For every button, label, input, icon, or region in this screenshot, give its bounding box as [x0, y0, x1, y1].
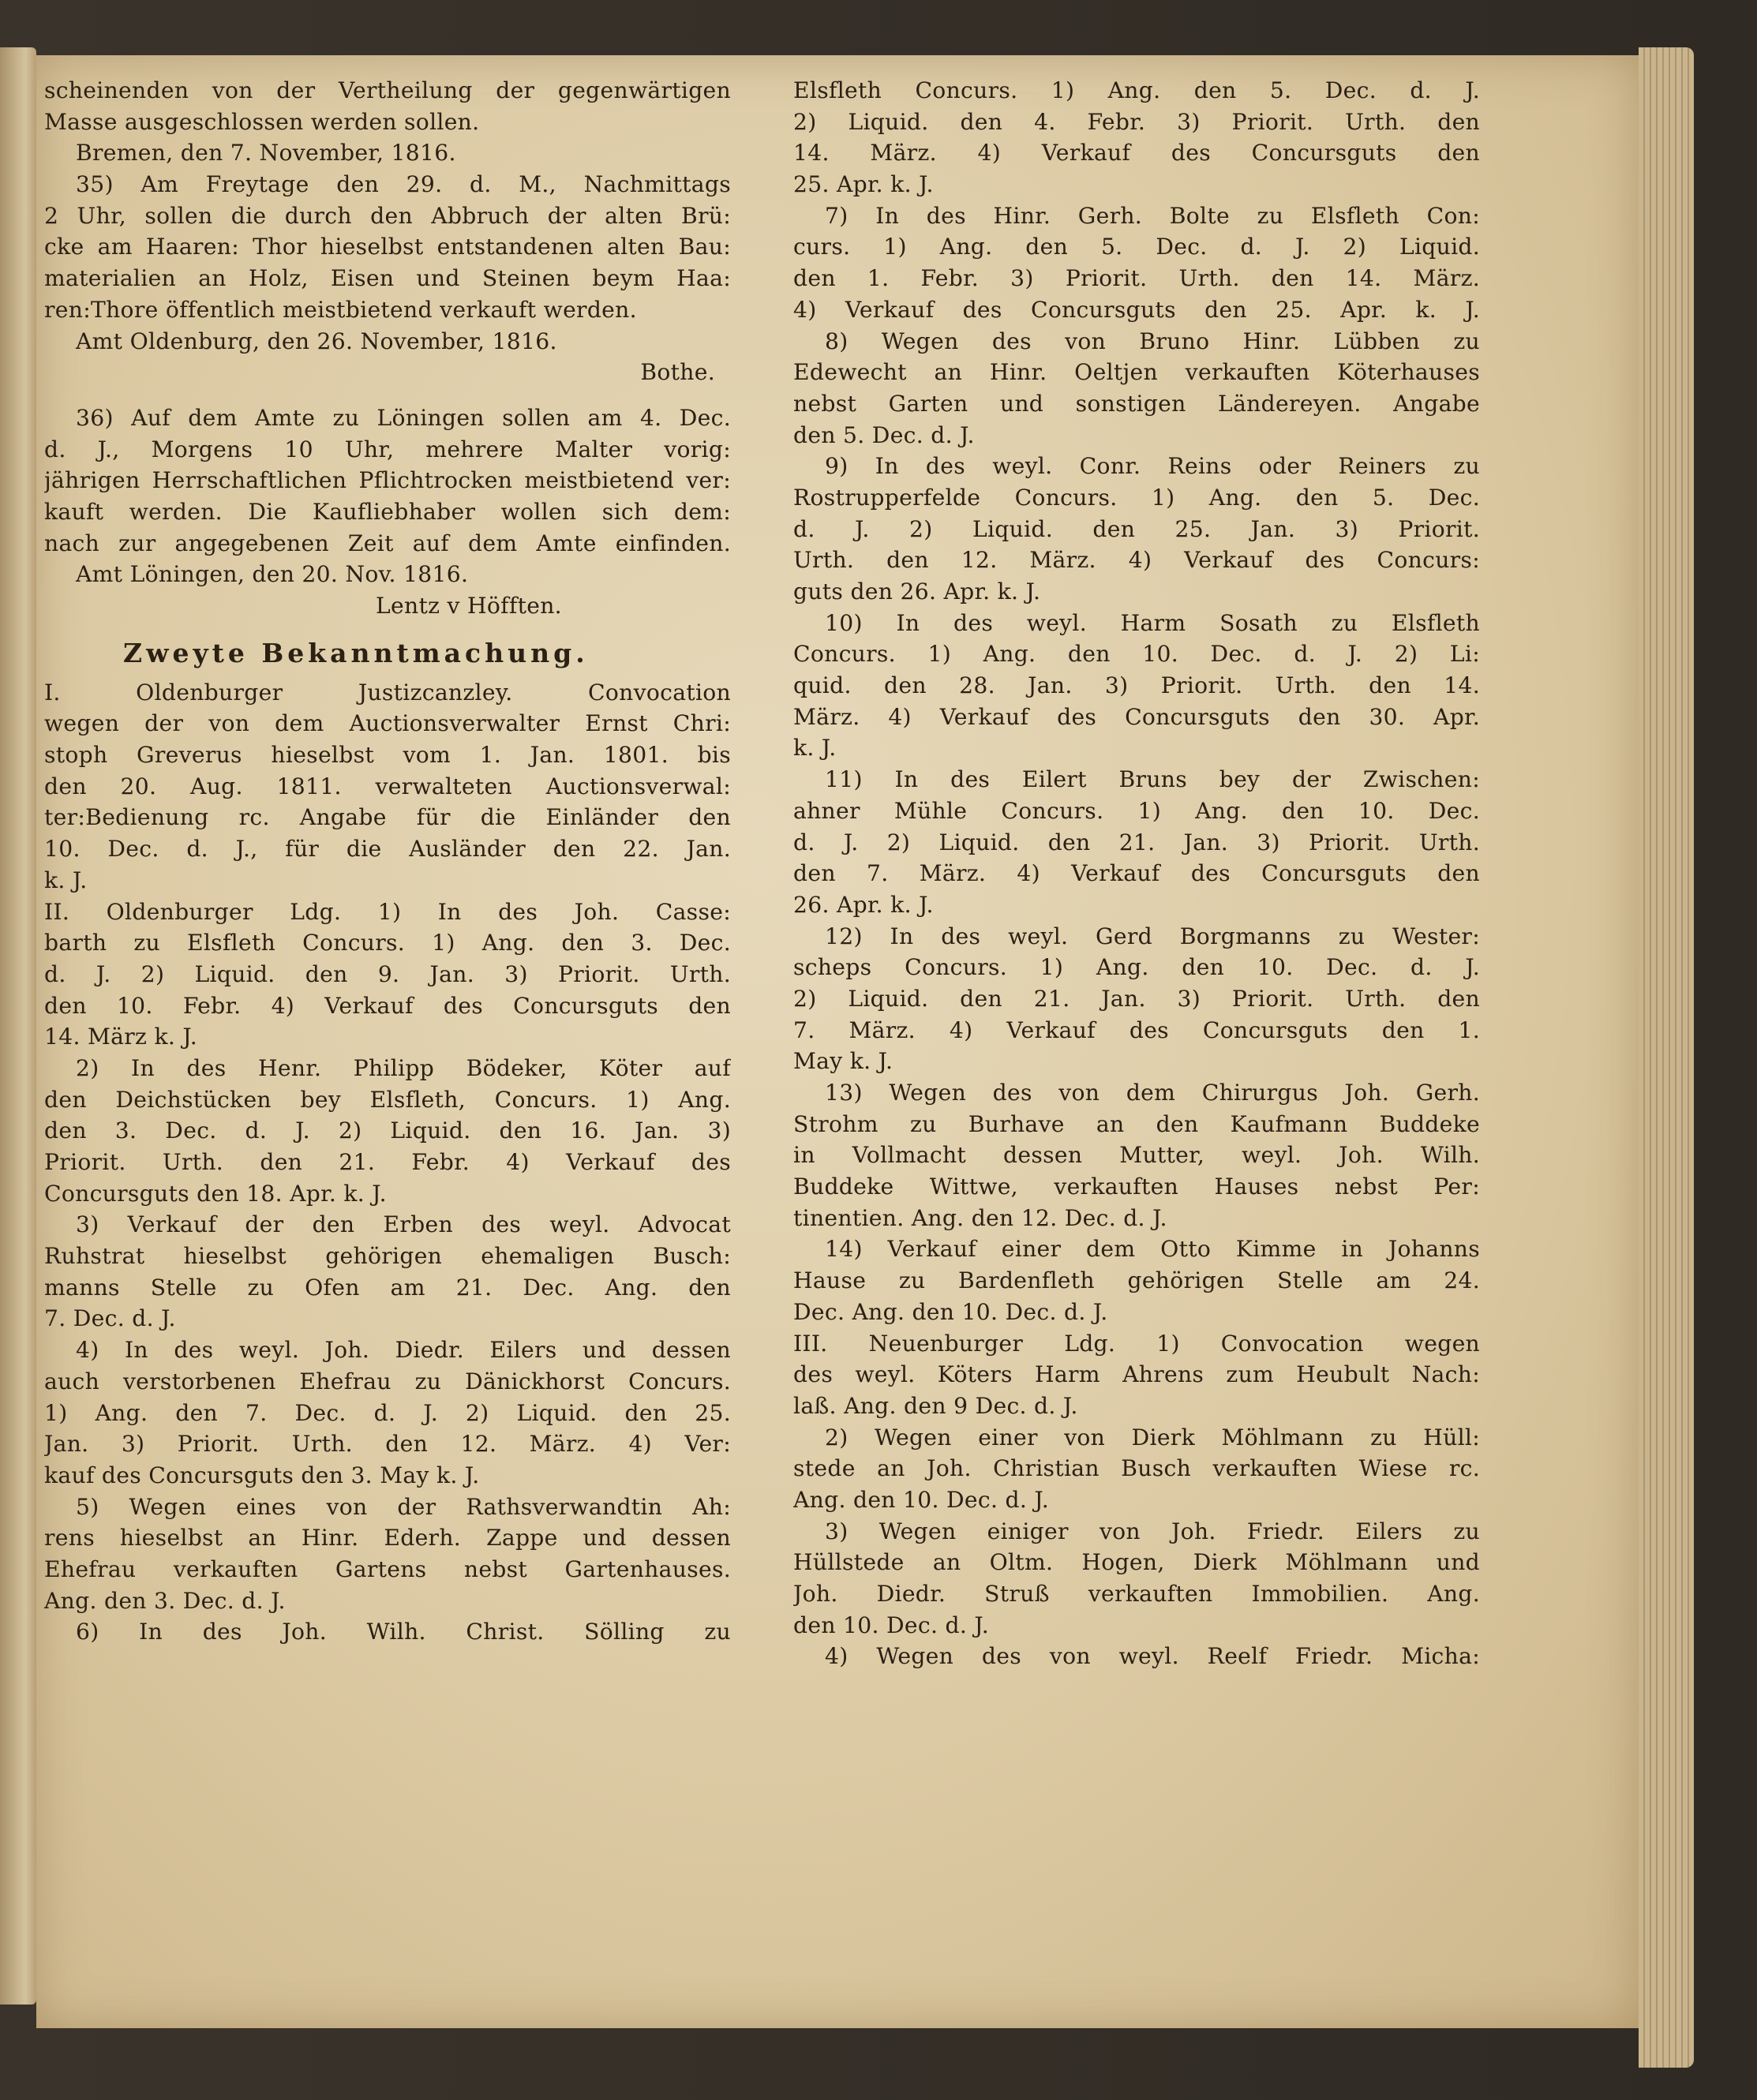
text-line: Ang. den 3. Dec. d. J.: [44, 1587, 286, 1614]
text-line: 7) In des Hinr. Gerh. Bolte zu Elsfleth Con:: [825, 202, 1480, 229]
text-line: scheps Concurs. 1) Ang. den 10. Dec. d. J.: [793, 954, 1480, 981]
text-line: Buddeke Wittwe, verkauften Hauses nebst Per:: [793, 1174, 1480, 1200]
text-line: 2) Liquid. den 4. Febr. 3) Priorit. Urth. den: [793, 108, 1480, 135]
text-line: k. J.: [44, 867, 88, 893]
signature-line: Lentz v Höfften.: [376, 593, 562, 619]
text-line: den 7. März. 4) Verkauf des Concursguts den: [793, 860, 1480, 887]
text-line: rens hieselbst an Hinr. Ederh. Zappe und dessen: [44, 1525, 731, 1552]
text-line: Dec. Ang. den 10. Dec. d. J.: [793, 1298, 1108, 1325]
text-line: guts den 26. Apr. k. J.: [793, 578, 1041, 605]
text-line: cke am Haaren: Thor hieselbst entstandenen alten Bau:: [44, 234, 731, 260]
text-line: Ruhstrat hieselbst gehörigen ehemaligen Busch:: [44, 1243, 731, 1270]
text-line: 11) In des Eilert Bruns bey der Zwischen:: [825, 766, 1480, 793]
text-line: Ang. den 10. Dec. d. J.: [793, 1486, 1050, 1513]
text-line: Bremen, den 7. November, 1816.: [76, 140, 456, 167]
text-line: 3) Verkauf der den Erben des weyl. Advocat: [76, 1211, 731, 1238]
text-line: 2 Uhr, sollen die durch den Abbruch der alten Brü:: [44, 202, 731, 229]
text-line: d. J. 2) Liquid. den 21. Jan. 3) Priorit. Urth.: [793, 829, 1480, 855]
text-line: tinentien. Ang. den 12. Dec. d. J.: [793, 1204, 1167, 1231]
text-line: d. J. 2) Liquid. den 9. Jan. 3) Priorit. Urth.: [44, 960, 731, 987]
text-line: nebst Garten und sonstigen Ländereyen. Angabe: [793, 390, 1480, 417]
text-line: den 10. Dec. d. J.: [793, 1611, 990, 1638]
text-line: barth zu Elsfleth Concurs. 1) Ang. den 3. Dec.: [44, 930, 731, 956]
text-line: Priorit. Urth. den 21. Febr. 4) Verkauf des: [44, 1149, 731, 1175]
text-line: 9) In des weyl. Conr. Reins oder Reiners zu: [825, 453, 1480, 480]
text-line: März. 4) Verkauf des Concursguts den 30. Apr.: [793, 703, 1480, 730]
text-line: 12) In des weyl. Gerd Borgmanns zu Wester:: [825, 923, 1480, 949]
text-line: 5) Wegen eines von der Rathsverwandtin Ah:: [76, 1493, 731, 1520]
text-line: Concursguts den 18. Apr. k. J.: [44, 1180, 387, 1207]
signature-line: Bothe.: [640, 359, 715, 386]
text-line: Rostrupperfelde Concurs. 1) Ang. den 5. Dec.: [793, 484, 1480, 511]
text-line: manns Stelle zu Ofen am 21. Dec. Ang. den: [44, 1274, 731, 1301]
text-line: Hause zu Bardenfleth gehörigen Stelle am 24.: [793, 1267, 1480, 1294]
text-line: wegen der von dem Auctionsverwalter Ernst Chri:: [44, 710, 731, 737]
text-line: den 10. Febr. 4) Verkauf des Concursguts den: [44, 992, 731, 1019]
text-line: den 1. Febr. 3) Priorit. Urth. den 14. März.: [793, 265, 1480, 292]
text-line: auch verstorbenen Ehefrau zu Dänickhorst Concurs.: [44, 1368, 731, 1394]
text-line: 2) In des Henr. Philipp Bödeker, Köter auf: [76, 1054, 731, 1081]
text-line: materialien an Holz, Eisen und Steinen beym Haa:: [44, 265, 731, 292]
text-line: 14) Verkauf einer dem Otto Kimme in Johanns: [825, 1236, 1480, 1263]
text-line: ren:Thore öffentlich meistbietend verkauft werden.: [44, 296, 637, 323]
left-page-edge: [0, 47, 36, 2005]
text-line: scheinenden von der Vertheilung der gegenwärtigen: [44, 77, 731, 103]
text-line: Ehefrau verkauften Gartens nebst Gartenhauses.: [44, 1555, 731, 1582]
text-line: I. Oldenburger Justizcanzley. Convocation: [44, 679, 731, 706]
text-line: 35) Am Freytage den 29. d. M., Nachmittags: [76, 171, 731, 198]
text-line: laß. Ang. den 9 Dec. d. J.: [793, 1392, 1078, 1419]
text-line: Masse ausgeschlossen werden sollen.: [44, 108, 480, 135]
text-line: 3) Wegen einiger von Joh. Friedr. Eilers zu: [825, 1518, 1480, 1544]
text-line: 7. März. 4) Verkauf des Concursguts den 1.: [793, 1016, 1480, 1043]
text-line: k. J.: [793, 735, 837, 762]
text-line: nach zur angegebenen Zeit auf dem Amte einfinden.: [44, 530, 731, 556]
text-line: III. Neuenburger Ldg. 1) Convocation wegen: [793, 1330, 1480, 1357]
text-line: 26. Apr. k. J.: [793, 891, 934, 918]
text-line: kauf des Concursguts den 3. May k. J.: [44, 1462, 480, 1488]
text-line: ter:Bedienung rc. Angabe für die Einländer den: [44, 804, 731, 831]
text-line: Concurs. 1) Ang. den 10. Dec. d. J. 2) Li:: [793, 641, 1480, 668]
text-line: in Vollmacht dessen Mutter, weyl. Joh. Wilh.: [793, 1142, 1480, 1169]
text-line: Joh. Diedr. Struß verkauften Immobilien. Ang.: [793, 1581, 1480, 1607]
section-heading: Zweyte Bekanntmachung.: [123, 637, 589, 668]
text-line: Elsfleth Concurs. 1) Ang. den 5. Dec. d. J.: [793, 77, 1480, 103]
text-line: 7. Dec. d. J.: [44, 1305, 176, 1332]
page-stack-edge: [1639, 47, 1694, 2068]
text-line: 10) In des weyl. Harm Sosath zu Elsfleth: [825, 609, 1480, 636]
text-line: 36) Auf dem Amte zu Löningen sollen am 4. Dec.: [76, 404, 731, 431]
text-line: d. J. 2) Liquid. den 25. Jan. 3) Priorit.: [793, 515, 1480, 542]
left-text-column: [44, 75, 731, 1648]
text-line: 10. Dec. d. J., für die Ausländer den 22. Jan.: [44, 836, 731, 863]
text-line: des weyl. Köters Harm Ahrens zum Heubult Nach:: [793, 1361, 1480, 1388]
text-line: kauft werden. Die Kaufliebhaber wollen sich dem:: [44, 498, 731, 525]
text-line: ahner Mühle Concurs. 1) Ang. den 10. Dec.: [793, 797, 1480, 824]
right-text-column: [793, 75, 1480, 1672]
text-line: den 5. Dec. d. J.: [793, 421, 975, 448]
text-line: 14. März k. J.: [44, 1024, 198, 1050]
text-line: Urth. den 12. März. 4) Verkauf des Concurs:: [793, 547, 1480, 574]
text-line: May k. J.: [793, 1048, 893, 1075]
text-line: Hüllstede an Oltm. Hogen, Dierk Möhlmann und: [793, 1549, 1480, 1576]
text-line: 25. Apr. k. J.: [793, 171, 934, 198]
text-line: 8) Wegen des von Bruno Hinr. Lübben zu: [825, 328, 1480, 354]
text-line: Edewecht an Hinr. Oeltjen verkauften Köterhauses: [793, 359, 1480, 386]
text-line: d. J., Morgens 10 Uhr, mehrere Malter vorig:: [44, 436, 731, 462]
text-line: 4) In des weyl. Joh. Diedr. Eilers und dessen: [76, 1337, 731, 1364]
text-line: Strohm zu Burhave an den Kaufmann Buddeke: [793, 1110, 1480, 1137]
text-line: 4) Wegen des von weyl. Reelf Friedr. Micha:: [825, 1643, 1480, 1670]
text-line: jährigen Herrschaftlichen Pflichtrocken meistbietend ver:: [44, 467, 731, 494]
text-line: 2) Wegen einer von Dierk Möhlmann zu Hüll:: [825, 1424, 1480, 1451]
text-line: stede an Joh. Christian Busch verkauften Wiese rc.: [793, 1455, 1480, 1482]
text-line: 13) Wegen des von dem Chirurgus Joh. Gerh.: [825, 1080, 1480, 1106]
text-line: stoph Greverus hieselbst vom 1. Jan. 1801. bis: [44, 742, 731, 769]
text-line: Jan. 3) Priorit. Urth. den 12. März. 4) Ver:: [44, 1431, 731, 1458]
text-line: 14. März. 4) Verkauf des Concursguts den: [793, 140, 1480, 167]
text-line: 6) In des Joh. Wilh. Christ. Sölling zu: [76, 1619, 731, 1645]
text-line: curs. 1) Ang. den 5. Dec. d. J. 2) Liquid.: [793, 234, 1480, 260]
text-line: 2) Liquid. den 21. Jan. 3) Priorit. Urth. den: [793, 985, 1480, 1012]
text-line: Amt Löningen, den 20. Nov. 1816.: [76, 561, 469, 588]
text-line: Amt Oldenburg, den 26. November, 1816.: [76, 328, 557, 354]
text-line: den 20. Aug. 1811. verwalteten Auctionsverwal:: [44, 773, 731, 799]
text-line: quid. den 28. Jan. 3) Priorit. Urth. den 14.: [793, 672, 1480, 699]
text-line: II. Oldenburger Ldg. 1) In des Joh. Casse:: [44, 898, 731, 925]
text-line: den Deichstücken bey Elsfleth, Concurs. 1) Ang.: [44, 1086, 731, 1113]
text-line: 4) Verkauf des Concursguts den 25. Apr. k. J.: [793, 296, 1480, 323]
text-line: den 3. Dec. d. J. 2) Liquid. den 16. Jan. 3): [44, 1117, 731, 1144]
text-line: 1) Ang. den 7. Dec. d. J. 2) Liquid. den 25.: [44, 1399, 731, 1426]
